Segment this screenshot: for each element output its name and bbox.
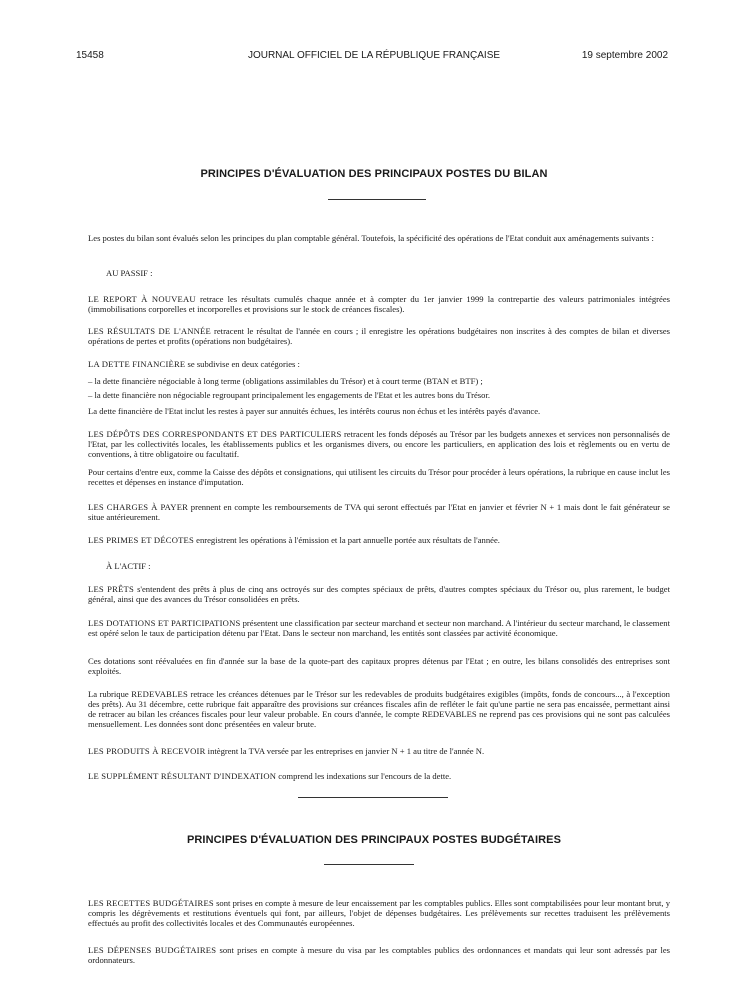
- dette-note: La dette financière de l'Etat inclut les restes à payer sur annuités échues, les intérêts courus non échus et les intérêts payés d'avance.: [88, 406, 541, 416]
- page-number: 15458: [76, 50, 104, 61]
- paragraph-resultats: LES RÉSULTATS DE L'ANNÉE retracent le résultat de l'année en cours ; il enregistre les opérations budgétaires non inscrites à des comptes de bilan et diverses opérations de pertes et profits (opérations non budgétaires).: [88, 326, 670, 346]
- title-divider: [328, 199, 426, 200]
- publication-date: 19 septembre 2002: [581, 50, 668, 61]
- dotations-note: Ces dotations sont réévaluées en fin d'année sur la base de la quote-part des capitaux propres détenus par l'Etat ; en outre, les bilans consolidés des entreprises sont exploités.: [88, 656, 670, 676]
- dette-item-negociable: – la dette financière négociable à long terme (obligations assimilables du Trésor) et à court terme (BTAN et BTF) ;: [88, 376, 483, 386]
- paragraph-depenses: LES DÉPENSES BUDGÉTAIRES sont prises en compte à mesure du visa par les comptables publics des ordonnances et mandats qui leur sont adressés par les ordonnateurs.: [88, 945, 670, 965]
- paragraph-recettes: LES RECETTES BUDGÉTAIRES sont prises en compte à mesure de leur encaissement par les comptables publics. Elles sont comptabilisées pour leur montant brut, y compris les dégrèvements et restitutions éventuels qui font, par ailleurs, l'objet de dépenses budgétaires. Les prélèvements sur recettes traduisent les prélèvements effectués au profit des collectivités locales et des Communautés européennes.: [88, 898, 670, 928]
- journal-title: JOURNAL OFFICIEL DE LA RÉPUBLIQUE FRANÇAISE: [247, 50, 501, 61]
- paragraph-report: LE REPORT À NOUVEAU retrace les résultats cumulés chaque année et à compter du 1er janvier 1999 la contrepartie des valeurs patrimoniales intégrées (immobilisations corporelles et incorporelles et provisions sur le stock de créances fiscales).: [88, 294, 670, 314]
- paragraph-dette: LA DETTE FINANCIÈRE se subdivise en deux catégories :: [88, 359, 300, 369]
- depots-note: Pour certains d'entre eux, comme la Caisse des dépôts et consignations, qui utilisent les circuits du Trésor pour procéder à leurs opérations, la rubrique en cause inclut les recettes et dépenses en instance d'imputation.: [88, 467, 670, 487]
- intro-paragraph: Les postes du bilan sont évalués selon les principes du plan comptable général. Toutefois, la spécificité des opérations de l'Etat conduit aux aménagements suivants :: [88, 233, 654, 243]
- title-divider: [324, 864, 414, 865]
- section-divider: [298, 797, 448, 798]
- paragraph-charges: LES CHARGES À PAYER prennent en compte les remboursements de TVA qui seront effectués par l'Etat en janvier et février N + 1 mais dont le fait générateur se situe antérieurement.: [88, 502, 670, 522]
- paragraph-produits: LES PRODUITS À RECEVOIR intègrent la TVA versée par les entreprises en janvier N + 1 au titre de l'année N.: [88, 746, 485, 756]
- passif-heading: AU PASSIF :: [106, 268, 153, 278]
- section-title-bilan: PRINCIPES D'ÉVALUATION DES PRINCIPAUX POSTES DU BILAN: [200, 168, 548, 180]
- section-title-budgetaires: PRINCIPES D'ÉVALUATION DES PRINCIPAUX POSTES BUDGÉTAIRES: [186, 834, 562, 846]
- paragraph-primes: LES PRIMES ET DÉCOTES enregistrent les opérations à l'émission et la part annuelle portée aux résultats de l'année.: [88, 535, 500, 545]
- paragraph-redevables: La rubrique REDEVABLES retrace les créances détenues par le Trésor sur les redevables de produits budgétaires exigibles (impôts, fonds de concours..., à l'exception des prêts). Au 31 décembre, cette rubrique fait apparaître des provisions sur créances fiscales afin de refléter le fait qu'une partie ne sera pas encaissée, permettant ainsi de retracer au bilan les créances fiscales pour leur valeur probable. En cours d'année, le compte REDEVABLES ne reprend pas ces provisions qui ne sont pas calculées mensuellement. Les données sont donc présentées en valeur brute.: [88, 689, 670, 729]
- dette-item-non-negociable: – la dette financière non négociable regroupant principalement les engagements de l'Etat et les autres bons du Trésor.: [88, 390, 490, 400]
- paragraph-prets: LES PRÊTS s'entendent des prêts à plus de cinq ans octroyés sur des comptes spéciaux de prêts, d'autres comptes spéciaux du Trésor ou, plus rarement, le budget général, ainsi que des avances du Trésor consolidées en prêts.: [88, 584, 670, 604]
- paragraph-depots: LES DÉPÔTS DES CORRESPONDANTS ET DES PARTICULIERS retracent les fonds déposés au Trésor par les budgets annexes et services non personnalisés de l'Etat, par les collectivités locales, les établissements publics et les organismes divers, ou encore les particuliers, en application des lois et règlements ou en vertu de conventions, à titre obligatoire ou facultatif.: [88, 429, 670, 459]
- paragraph-supplement: LE SUPPLÉMENT RÉSULTANT D'INDEXATION comprend les indexations sur l'encours de la dette.: [88, 771, 452, 781]
- actif-heading: À L'ACTIF :: [106, 561, 151, 571]
- paragraph-dotations: LES DOTATIONS ET PARTICIPATIONS présentent une classification par secteur marchand et secteur non marchand. A l'intérieur du secteur marchand, le classement est opéré selon le taux de participation détenu par l'Etat. Dans le secteur non marchand, les entités sont classées par activité économique.: [88, 618, 670, 638]
